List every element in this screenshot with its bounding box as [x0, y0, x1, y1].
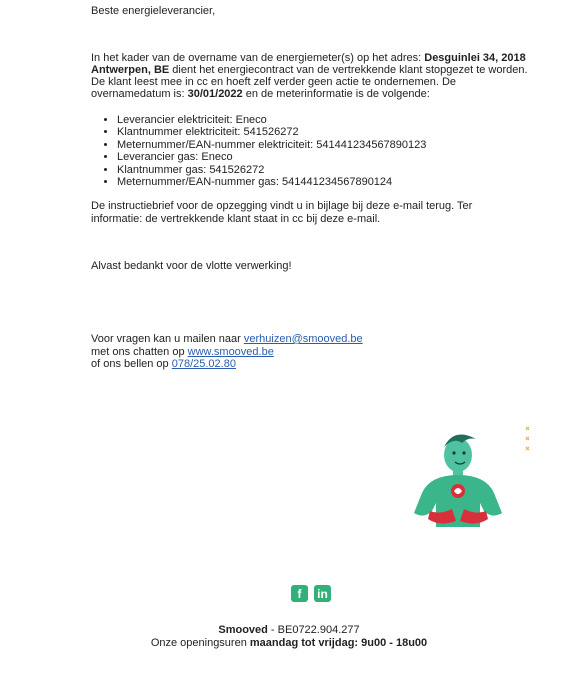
- intro-date: 30/01/2022: [187, 88, 243, 100]
- footer: [0, 624, 578, 650]
- intro-text-2: dient het energiecontract van de vertrekkende klant stopgezet te worden. De klant leest mee in cc en hoeft zelf verder geen actie te ondernemen. De overnamedatum is:: [91, 64, 528, 100]
- character-illustration: [408, 425, 538, 535]
- list-item: • Klantnummer gas: 541526272: [117, 164, 426, 176]
- facebook-icon[interactable]: f: [291, 585, 308, 602]
- list-item: • Klantnummer elektriciteit: 541526272: [117, 126, 426, 138]
- list-item: • Meternummer/EAN-nummer gas: 541441234567890124: [117, 176, 426, 188]
- thanks-text: Alvast bedankt voor de vlotte verwerking!: [91, 260, 292, 272]
- intro-paragraph: [91, 52, 533, 100]
- contact-block: [91, 333, 363, 371]
- website-link[interactable]: www.smooved.be: [187, 345, 274, 358]
- linkedin-icon[interactable]: in: [314, 585, 331, 602]
- contact-call-text: of ons bellen op: [91, 358, 172, 370]
- contact-mail-text: Voor vragen kan u mailen naar: [91, 333, 244, 345]
- greeting: Beste energieleverancier,: [91, 5, 216, 17]
- contact-chat-text: met ons chatten op: [91, 345, 188, 358]
- list-item: • Leverancier gas: Eneco: [117, 151, 426, 163]
- sparkle-icon: [526, 427, 529, 450]
- list-item: • Leverancier elektriciteit: Eneco: [117, 114, 426, 126]
- footer-company-line: [0, 624, 578, 637]
- intro-text-3: en de meterinformatie is de volgende:: [242, 88, 430, 100]
- vat-number: - BE0722.904.277: [267, 624, 360, 636]
- instruction-paragraph: De instructiebrief voor de opzegging vindt u in bijlage bij deze e-mail terug. Ter informatie: de vertrekkende klant staat in cc bij deze e-mail.: [91, 200, 473, 225]
- intro-text-1: In het kader van de overname van de energiemeter(s) op het adres:: [91, 52, 425, 64]
- list-item: • Meternummer/EAN-nummer elektriciteit: 541441234567890123: [117, 139, 426, 151]
- email-link[interactable]: verhuizen@smooved.be: [243, 333, 363, 345]
- intro-address: Desguinlei 34, 2018 Antwerpen, BE: [91, 52, 526, 76]
- social-icons: [291, 585, 331, 602]
- footer-hours-line: [0, 637, 578, 650]
- hours-label: Onze openingsuren: [150, 637, 250, 649]
- phone-link[interactable]: 078/25.02.80: [171, 358, 236, 370]
- hours-value: maandag tot vrijdag: 9u00 - 18u00: [249, 637, 428, 649]
- company-name: Smooved: [218, 624, 268, 636]
- meter-info-list: [91, 114, 426, 188]
